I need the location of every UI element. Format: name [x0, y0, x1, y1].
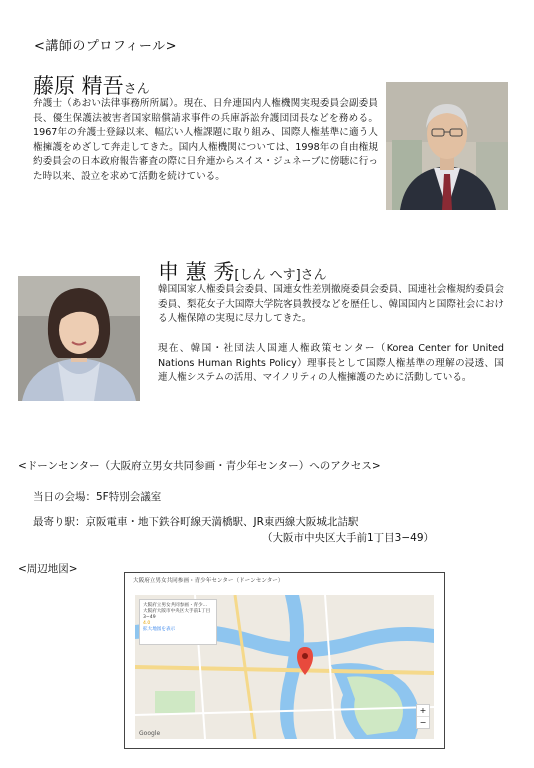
venue-address: （大阪市中央区大手前1丁目3−49） — [262, 532, 435, 544]
google-logo: Google — [139, 730, 161, 737]
speaker2-name-line — [158, 256, 327, 286]
speaker2-bio-2: 現在、韓国・社団法人国連人権政策センター（Korea Center for United Nations Human Rights Policy）理事長として国際人権基準の理解の浸透、国連人権システムの活用、マイノリティの人権擁護のために活動している。 — [158, 343, 504, 384]
zoom-in-button[interactable]: + — [419, 706, 427, 715]
card-rating: 4.0 — [143, 621, 151, 626]
map-title: 大阪府立男女共同参画・青少年センター（ドーンセンター） — [133, 578, 284, 584]
map-view[interactable] — [135, 595, 434, 739]
park-area — [155, 691, 195, 713]
card-address: 大阪府大阪市中央区大手前1丁目3−49 — [143, 609, 211, 620]
speaker1-name: 藤原 精吾 — [33, 74, 124, 98]
speaker2-suffix: さん — [300, 268, 327, 283]
map-frame — [124, 572, 445, 749]
access-heading: <ドーンセンター（大阪府立男女共同参画・青少年センター）へのアクセス> — [18, 460, 381, 472]
map-zoom-controls — [416, 704, 430, 729]
card-place-name: 大阪府立男女共同参画・青少... — [143, 603, 208, 608]
speaker2-bio-1: 韓国国家人権委員会委員、国連女性差別撤廃委員会委員、国連社会権規約委員会委員、梨花女子大国際大学院客員教授などを歴任し、韓国国内と国際社会における人権保障の実現に尽力してきた。 — [158, 284, 504, 325]
speaker2-photo — [18, 276, 140, 401]
station-line — [33, 514, 358, 529]
venue-line: 当日の会場：5F特別会議室 — [33, 491, 162, 503]
map-heading: <周辺地図> — [18, 563, 78, 575]
speaker1-suffix: さん — [123, 82, 150, 97]
profile-heading: <講師のプロフィール> — [34, 39, 177, 54]
map-info-card — [139, 599, 217, 645]
zoom-out-button[interactable]: − — [417, 716, 429, 728]
station-label: 最寄り駅： — [33, 516, 86, 528]
speaker1-name-line — [33, 70, 150, 100]
speaker1-bio: 弁護士（あおい法律事務所所属）。現在、日弁連国内人権機関実現委員会副委員長、優生保護法被害者国家賠償請求事件の兵庫訴訟弁護団団長などを務める。1967年の弁護士登録以来、幅広い人権課題に取り組み、国際人権基準に適う人権擁護をめざして奔走してきた。国内人権機関については、1998年の自由権規約委員会の日本政府報告審査の際に日弁連からスイス・ジュネーブに傍聴に行った時以来、設立を求めて活動を続けている。 — [33, 98, 378, 182]
speaker1-photo — [386, 82, 508, 210]
station-text: 京阪電車・地下鉄谷町線天満橋駅、JR東西線大阪城北詰駅 — [85, 516, 359, 528]
card-larger-map-link[interactable]: 拡大地図を表示 — [143, 627, 176, 632]
speaker2-name: 申 蕙 秀 — [158, 260, 235, 284]
speaker2-reading: [しん へす] — [234, 268, 301, 283]
